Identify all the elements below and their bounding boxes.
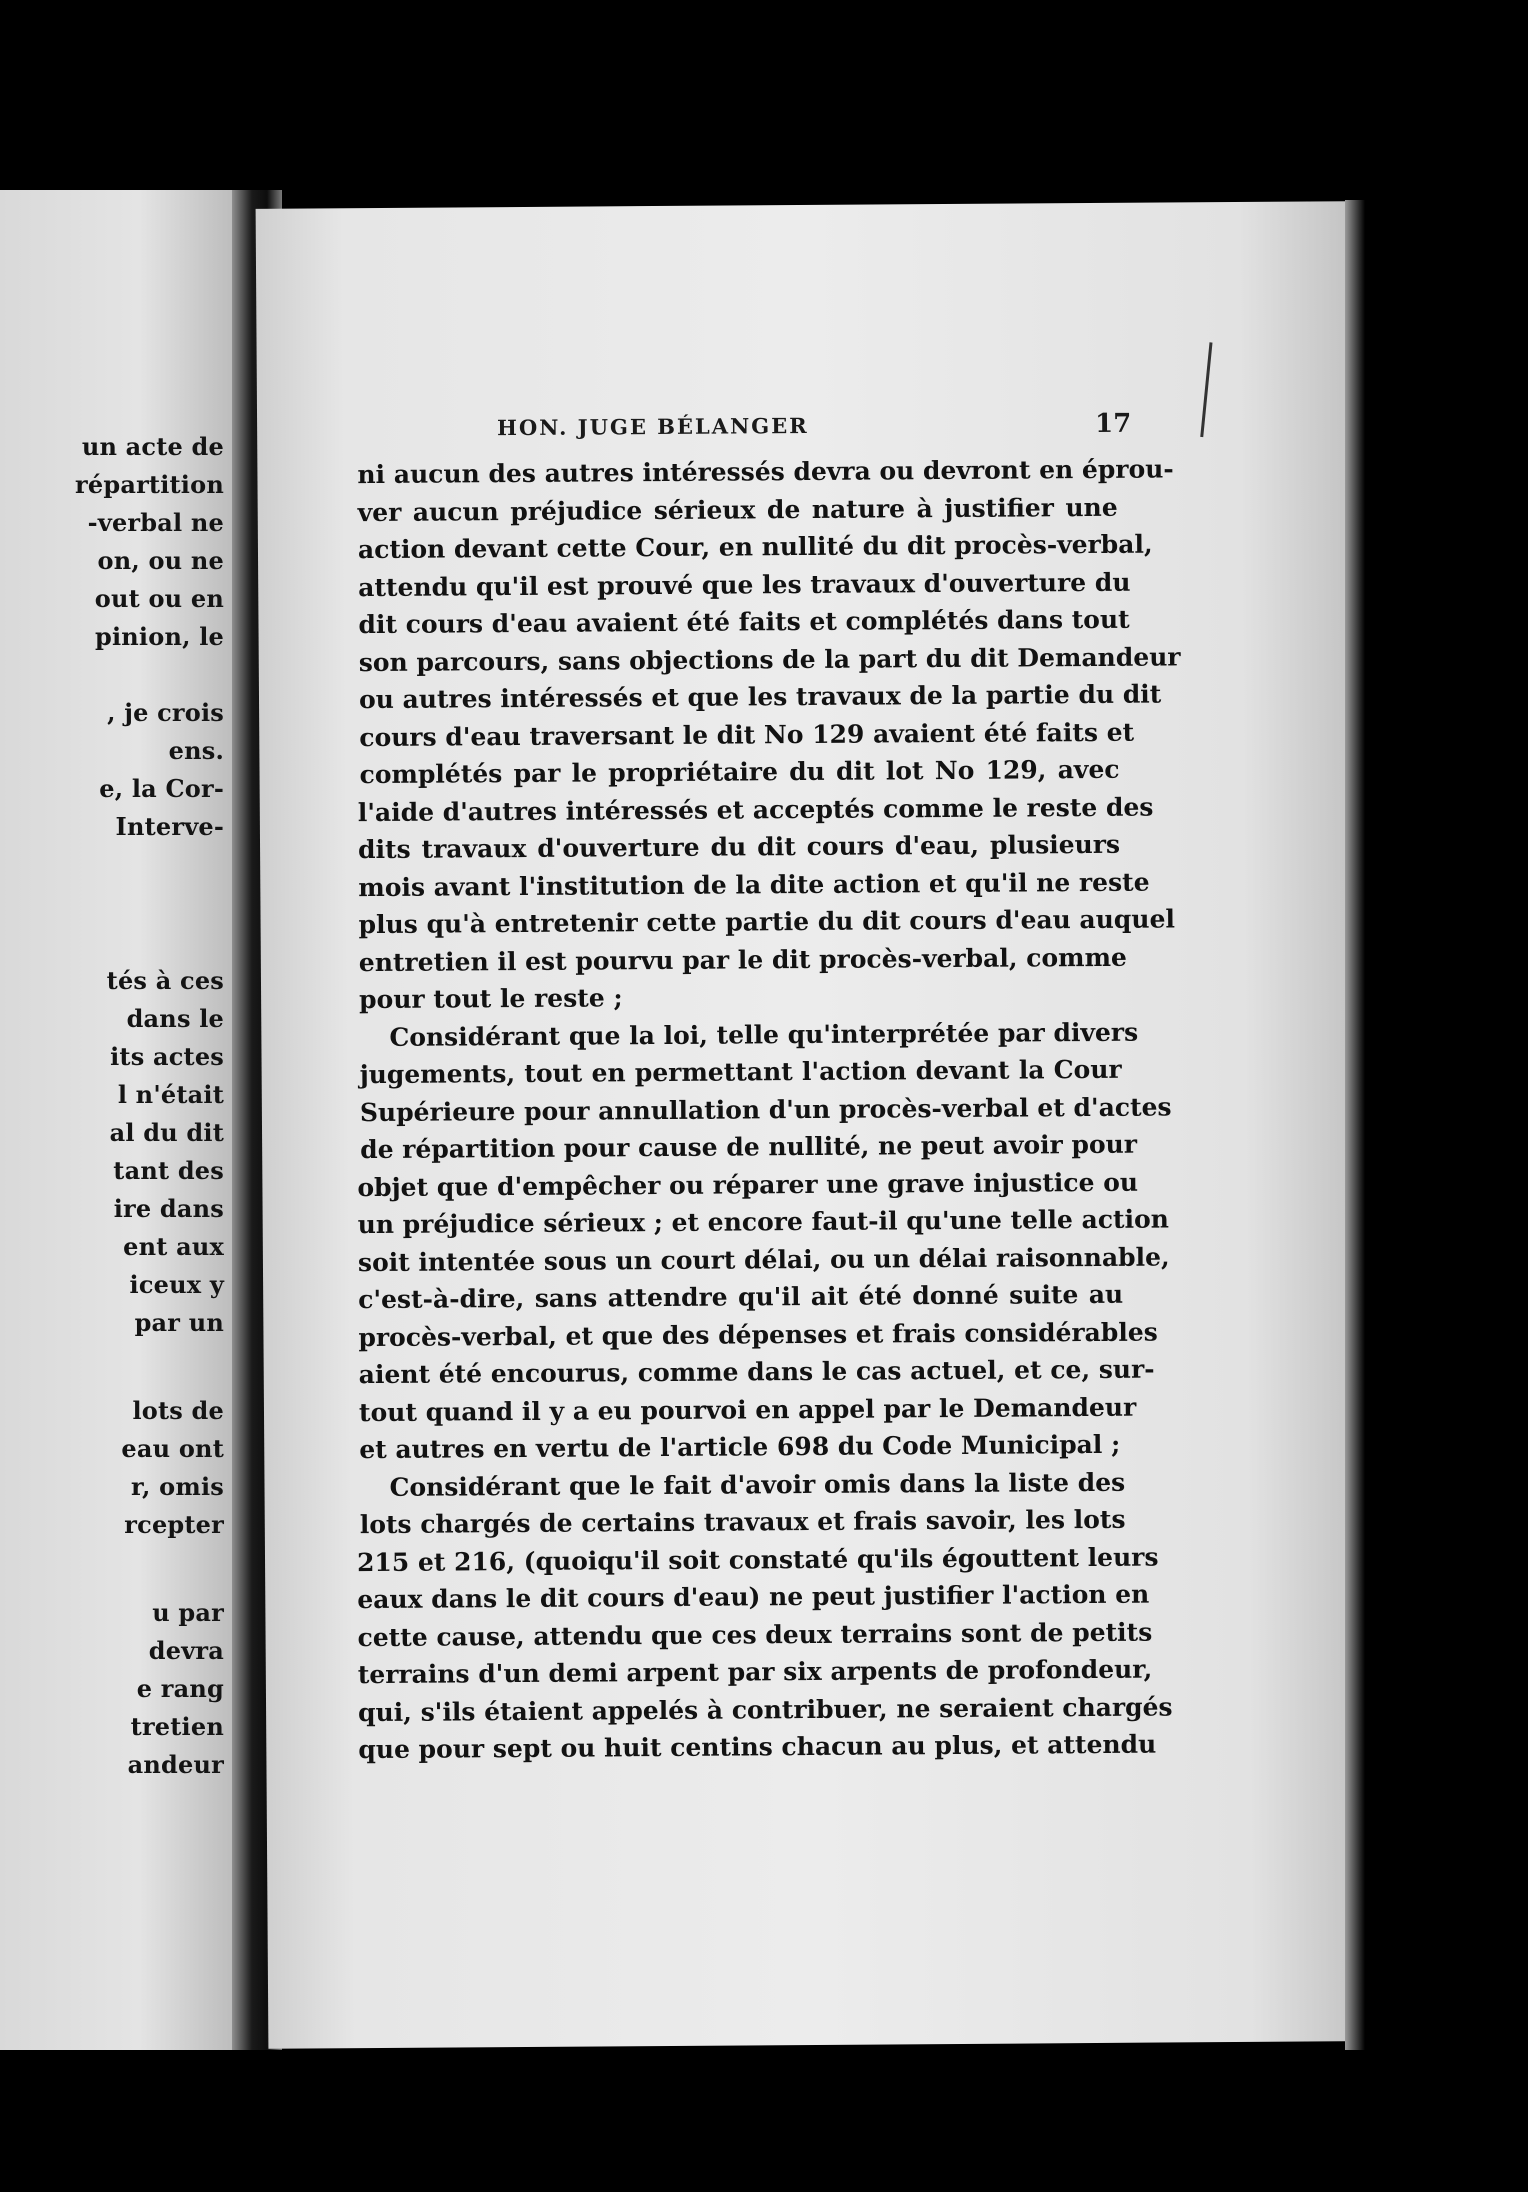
text-line: eaux dans le dit cours d'eau) ne peut justifier l'action en [357, 1579, 1150, 1615]
text-line: attendu qu'il est prouvé que les travaux d'ouverture du [358, 567, 1131, 602]
left-page-line: al du dit [109, 1118, 224, 1147]
text-line: cours d'eau traversant le dit No 129 avaient été faits et [359, 717, 1135, 752]
left-page-line: dans le [126, 1004, 224, 1033]
text-line: aient été encourus, comme dans le cas actuel, et ce, sur- [358, 1354, 1155, 1390]
left-page-line: rcepter [124, 1510, 224, 1539]
left-page-line: e, la Cor- [99, 774, 224, 803]
text-line: Considérant que la loi, telle qu'interprétée par divers [389, 1017, 1139, 1052]
text-line: ver aucun préjudice sérieux de nature à justifier une [357, 492, 1118, 527]
left-page-line: par un [134, 1308, 224, 1337]
text-line: qui, s'ils étaient appelés à contribuer, ne seraient chargés [357, 1691, 1173, 1727]
text-line: c'est-à-dire, sans attendre qu'il ait été donné suite au [358, 1279, 1124, 1315]
left-page-line: l n'était [117, 1080, 224, 1109]
text-line: Considérant que le fait d'avoir omis dans la liste des [389, 1467, 1126, 1502]
text-line: son parcours, sans objections de la part du dit Demandeur [358, 641, 1181, 677]
left-page-line: tant des [113, 1156, 224, 1185]
left-page-line: répartition [75, 470, 224, 499]
left-page-line: eau ont [121, 1434, 224, 1463]
text-line: ni aucun des autres intéressés devra ou devront en éprou- [357, 454, 1174, 490]
text-line: que pour sept ou huit centins chacun au plus, et attendu [358, 1729, 1157, 1765]
left-page-line: ire dans [113, 1194, 224, 1223]
text-line: lots chargés de certains travaux et frais savoir, les lots [359, 1504, 1126, 1540]
page-number: 17 [1095, 408, 1132, 439]
text-line: mois avant l'institution de la dite action et qu'il ne reste [358, 867, 1150, 902]
text-line: Supérieure pour annullation d'un procès-verbal et d'actes [359, 1091, 1172, 1127]
left-page-line: ent aux [123, 1232, 224, 1261]
left-page-line: un acte de [81, 432, 224, 461]
left-page-line: lots de [132, 1396, 224, 1425]
running-header: HON. JUGE BÉLANGER [497, 412, 809, 441]
text-line: procès-verbal, et que des dépenses et frais considérables [358, 1317, 1158, 1352]
text-line: soit intentée sous un court délai, ou un délai raisonnable, [357, 1241, 1170, 1277]
left-page-line: on, ou ne [97, 546, 224, 575]
left-page-line: Interve- [115, 812, 224, 841]
left-page-line: r, omis [130, 1472, 224, 1501]
main-page [256, 201, 1361, 2049]
left-page-line: its actes [110, 1042, 224, 1071]
left-page-line: e rang [136, 1674, 224, 1703]
text-line: plus qu'à entretenir cette partie du dit cours d'eau auquel [358, 904, 1176, 940]
body-text [356, 451, 1181, 1769]
left-page-line: out ou en [94, 584, 224, 613]
text-line: complétés par le propriétaire du dit lot No 129, avec [359, 754, 1120, 790]
left-page-line: , je crois [107, 698, 224, 727]
text-line: dit cours d'eau avaient été faits et complétés dans tout [358, 604, 1130, 640]
text-line: terrains d'un demi arpent par six arpents de profondeur, [357, 1654, 1153, 1690]
left-page-line: iceux y [129, 1270, 224, 1299]
text-line: entretien il est pourvu par le dit procès-verbal, comme [358, 942, 1128, 977]
text-line: un préjudice sérieux ; et encore faut-il qu'une telle action [357, 1204, 1170, 1240]
left-page-line: u par [152, 1598, 224, 1627]
left-page-line: devra [148, 1636, 224, 1665]
text-line: cette cause, attendu que ces deux terrains sont de petits [357, 1617, 1153, 1652]
text-line: 215 et 216, (quoiqu'il soit constaté qu'ils égouttent leurs [356, 1542, 1159, 1577]
text-line: l'aide d'autres intéressés et acceptés comme le reste des [357, 792, 1154, 827]
left-page-line: pinion, le [94, 622, 224, 651]
text-line: tout quand il y a eu pourvoi en appel par le Demandeur [358, 1392, 1137, 1427]
left-page-line: -verbal ne [87, 508, 224, 537]
left-page-line: tretien [130, 1712, 224, 1741]
text-line: objet que d'empêcher ou réparer une grave injustice ou [357, 1167, 1139, 1202]
text-line: de répartition pour cause de nullité, ne peut avoir pour [360, 1129, 1138, 1165]
text-line: et autres en vertu de l'article 698 du Code Municipal ; [359, 1429, 1121, 1465]
page-edge-shadow [1345, 200, 1365, 2050]
text-line: ou autres intéressés et que les travaux de la partie du dit [358, 679, 1162, 715]
left-page-fragment [0, 190, 232, 2050]
left-page-line: andeur [127, 1750, 224, 1779]
text-line: dits travaux d'ouverture du dit cours d'eau, plusieurs [357, 829, 1121, 865]
text-line: jugements, tout en permettant l'action devant la Cour [359, 1054, 1122, 1090]
text-line: pour tout le reste ; [359, 983, 623, 1015]
text-line: action devant cette Cour, en nullité du dit procès-verbal, [357, 529, 1153, 565]
pencil-mark [1200, 342, 1212, 437]
left-page-line: tés à ces [106, 966, 224, 995]
left-page-line: ens. [168, 736, 224, 765]
